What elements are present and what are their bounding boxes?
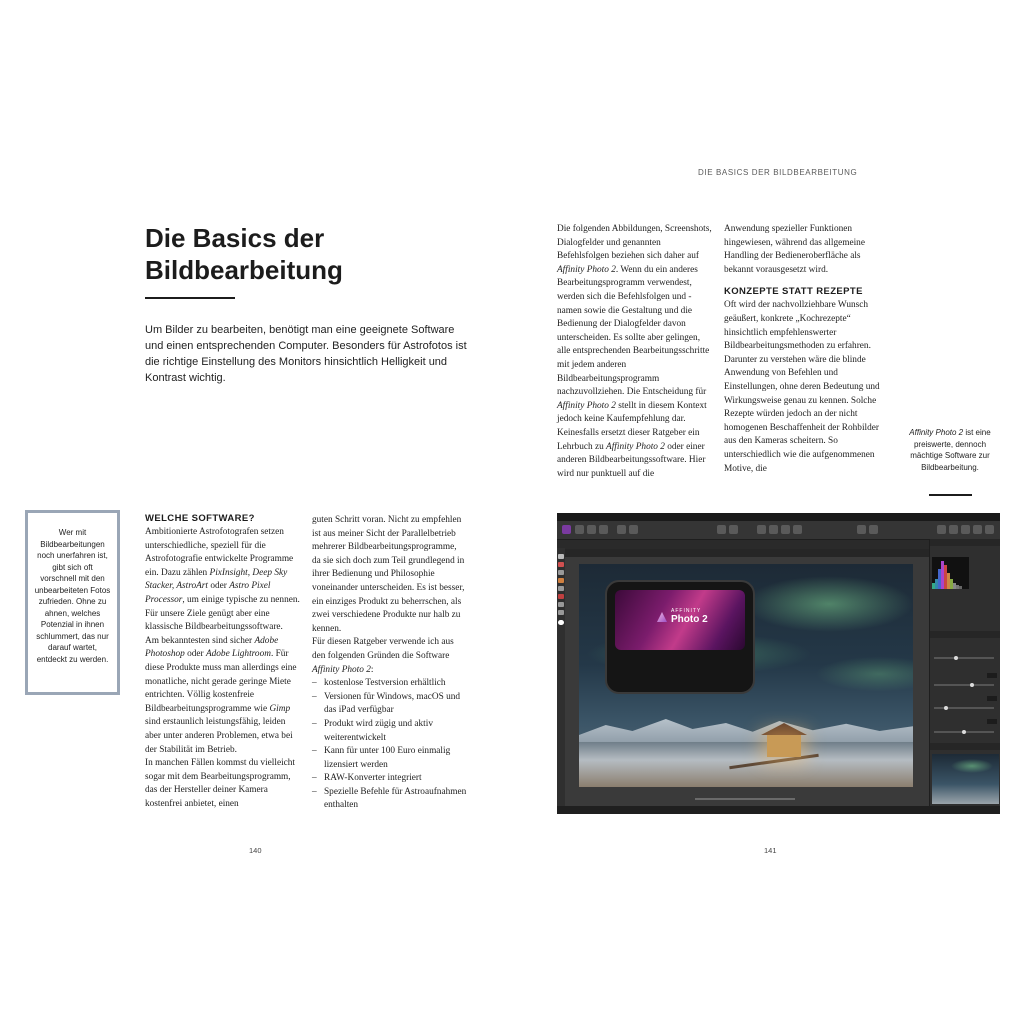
aurora-photo [579,564,913,787]
slider-value [987,696,997,701]
tool-icon [973,525,982,534]
page-number-left: 140 [249,846,262,855]
adjust-slider [934,731,994,733]
tool-icon [769,525,778,534]
section-heading-konzepte: KONZEPTE STATT REZEPTE [724,286,863,298]
house-roof [761,723,807,735]
app-toolbar [557,521,1000,539]
navigator-thumbnail [932,754,999,804]
paragraph: Die folgenden Abbildungen, Screenshots, Dialogfelder und genannten Befehlsfolgen beziehen sich daher auf Affinity Photo 2. Wenn du ein anderes Bearbeitungsprogramm verwendest, werden sich die Befehlsfolgen und -namen sowie die Gestaltung und die Bedienung der Dialogfelder davon unterscheiden. Es sollte aber gelingen, alle entsprechenden Bearbeitungsschritte mit jedem anderen Bildbearbeitungsprogramm nachzuvollziehen. Die Entscheidung für Affinity Photo 2 stellt in diesem Kontext jedoch keine Kaufempfehlung dar. [557,224,712,425]
figure-caption: Affinity Photo 2 ist eine preiswerte, dennoch mächtige Software zur Bildbearbeitung. [909,428,991,472]
panel-tabs-histogram [930,539,1000,546]
affinity-logo-icon [657,612,667,622]
adjust-slider [934,707,994,709]
paragraph: Keinesfalls ersetzt dieser Ratgeber ein Lehrbuch zu Affinity Photo 2 oder einer anderen Bildbearbeitungssoftware. Hier wird nur punktuell auf die [557,427,706,479]
histogram [932,557,969,589]
tool-icon [961,525,970,534]
page-number-right: 141 [764,846,777,855]
list-item: – Kann für unter 100 Euro einmalig lizensiert werden [312,745,467,772]
tool-icon [949,525,958,534]
splash-brand: AFFINITY [671,608,702,614]
tool-icon [985,525,994,534]
title-line-2: Bildbearbeitung [145,255,343,285]
list-item: – kostenlose Testversion erhältlich [312,677,467,691]
left-column-2 [312,514,467,813]
app-menubar [557,513,1000,521]
studio-panel [929,539,1000,806]
panel-tabs-navigator [930,743,1000,750]
canvas-area [565,557,929,806]
tool-icon [857,525,866,534]
tool-icon [781,525,790,534]
splash-product: Photo 2 [671,614,708,625]
paragraph: In manchen Fällen kommst du vielleicht sogar mit dem Bearbeitungsprogramm, das der Hersteller deiner Kamera kostenfrei anbietet, einen [145,758,296,809]
paragraph: Anwendung spezieller Funktionen hingewiesen, während das allgemeine Handling der Bedieneroberfläche als bekannt vorausgesetzt wird. [724,224,865,275]
document-tab [565,549,929,557]
adjust-slider [934,684,994,686]
side-note-box [25,510,120,695]
running-head: DIE BASICS DER BILDBEARBEITUNG [698,168,858,177]
tools-panel [557,548,565,806]
caption-rule [929,494,972,496]
affinity-photo-screenshot [557,513,1000,814]
persona-icon [587,525,596,534]
paragraph: guten Schritt voran. Nicht zu empfehlen ist aus meiner Sicht der Parallelbetrieb mehrerer Bildbearbeitungsprogramme, da sie sich doch zum Teil grundlegend in ihrer Bedienung und Philosophie voneinander unterscheiden. Es ist besser, ein einziges Produkt zu beherrschen, als zwei verschiedene Produkte nur halb zu kennen. [312,515,465,634]
panel-tabs-adjustments [930,631,1000,638]
paragraph: Am bekanntesten sind sicher Adobe Photoshop oder Adobe Lightroom. Für diese Produkte muss man allerdings eine monatliche, nicht gerade geringe Miete entrichten. Völlig kostenfreie Bildbearbeitungsprogramme wie Gimp sind erstaunlich leistungsfähig, leiden aber unter anderen Problemen, etwa bei der Stabilität im Betrieb. [145,635,297,755]
color-swatch-icon [558,620,564,625]
list-item: – Produkt wird zügig und aktiv weiterentwickelt [312,718,467,745]
app-logo-icon [562,525,571,534]
adjust-slider [934,657,994,659]
tool-icon [629,525,638,534]
tool-icon [617,525,626,534]
tool-icon [717,525,726,534]
paragraph: Oft wird der nachvollziehbare Wunsch geäußert, konkrete „Kochrezepte“ hinsichtlich empfehlenswerter Bildbearbeitungsmethoden zu erfahren. Darunter zu verstehen wäre die blinde Anwendung von Befehlen und Einstellungen, ohne deren Bedeutung und Wirkungsweise genau zu kennen. Solche Rezepte würden jedoch an der nicht homogenen Beschaffenheit der Rohbilder aus den Kameras scheitern. So unterschiedlich wie die aufgenommenen Motive, die [724,300,880,474]
slider-value [987,719,997,724]
paragraph: Ambitionierte Astrofotografen setzen unterschiedliche, speziell für die Astrofotografie entwickelte Programme ein. Dazu zählen PixInsight, Deep Sky Stacker, AstroArt oder Astro Pixel Processor, um einige typische zu nennen. Für unsere Ziele genügt aber eine klassische Bildbearbeitungssoftware. [145,527,300,633]
list-item: – RAW-Konverter integriert [312,772,467,786]
intro-paragraph: Um Bilder zu bearbeiten, benötigt man eine geeignete Software und einen entsprechenden Computer. Besonders für Astrofotos ist die richtige Einstellung des Monitors hinsichtlich Helligkeit und Kontrast wichtig. [145,324,467,384]
right-column-2 [724,223,880,476]
brush-tool-icon [558,562,564,567]
persona-icon [599,525,608,534]
list-item: – Versionen für Windows, macOS und das iPad verfügbar [312,691,467,718]
tool-icon [558,610,564,615]
histogram-bar [959,586,962,589]
tool-icon [869,525,878,534]
tool-icon [558,570,564,575]
paragraph: Für diesen Ratgeber verwende ich aus den folgenden Gründen die Software Affinity Photo 2: [312,637,454,675]
slider-value [987,673,997,678]
section-heading-software: WELCHE SOFTWARE? [145,513,255,524]
title-line-1: Die Basics der [145,223,325,253]
reasons-list [312,677,467,813]
splash-screen [605,580,755,694]
left-column-1 [145,512,300,811]
tool-icon [757,525,766,534]
tool-icon [937,525,946,534]
side-note-text: Wer mit Bildbearbeitungen noch unerfahren ist, gibt sich oft vorschnell mit den unbearbeiteten Fotos zufrieden. Ohne zu ahnen, welches Potenzial in ihnen schlummert, das nur darauf wartet, entdeckt zu werden. [34,528,111,664]
tool-icon [793,525,802,534]
title-rule [145,297,235,299]
horizontal-scrollbar [695,798,795,800]
tool-icon [558,602,564,607]
status-bar [557,806,1000,814]
right-column-1 [557,223,713,481]
persona-icon [575,525,584,534]
splash-artwork [615,590,745,650]
tool-icon [558,586,564,591]
tool-icon [558,594,564,599]
page-title [145,222,505,286]
tool-icon [558,578,564,583]
move-tool-icon [558,554,564,559]
tool-icon [729,525,738,534]
mountains [579,707,913,747]
list-item: – Spezielle Befehle für Astroaufnahmen enthalten [312,786,467,813]
lit-house [767,735,801,757]
